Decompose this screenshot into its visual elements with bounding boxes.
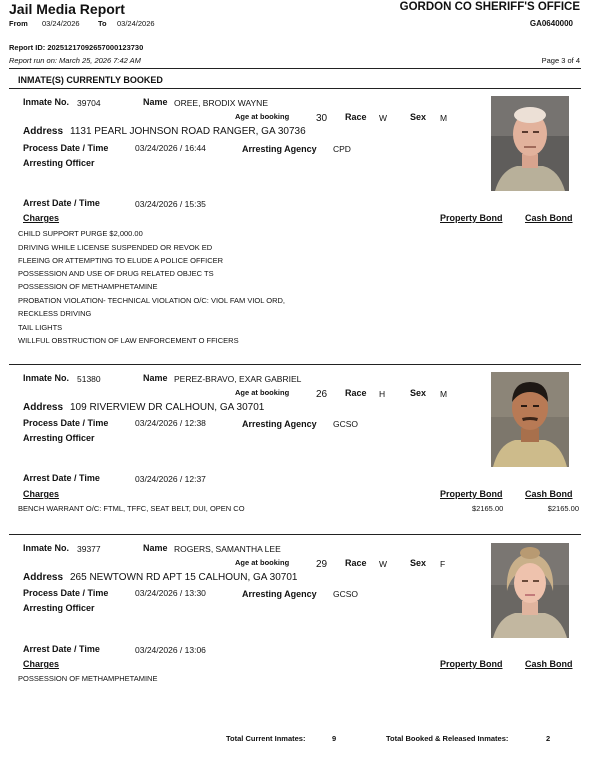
charge-item: PROBATION VIOLATION- TECHNICAL VIOLATION O/C: VIOL FAM VIOL ORD, bbox=[18, 296, 285, 305]
charge-item: POSSESSION AND USE OF DRUG RELATED OBJEC TS bbox=[18, 269, 214, 278]
age-label: Age at booking bbox=[235, 558, 290, 567]
process-date: 03/24/2026 / 13:30 bbox=[135, 588, 206, 598]
charge-item: DRIVING WHILE LICENSE SUSPENDED OR REVOK ED bbox=[18, 243, 213, 252]
inmate-race: H bbox=[379, 389, 386, 399]
mugshot-photo bbox=[491, 96, 569, 191]
race-label: Race bbox=[345, 558, 367, 568]
inmate-number: 39377 bbox=[77, 544, 101, 554]
arresting-agency: CPD bbox=[333, 144, 351, 154]
arresting-agency-label: Arresting Agency bbox=[242, 589, 317, 599]
arresting-officer-label: Arresting Officer bbox=[23, 433, 95, 443]
name-label: Name bbox=[143, 97, 168, 107]
section-divider bbox=[9, 88, 581, 89]
total-current-value: 9 bbox=[332, 734, 337, 743]
charge-item: CHILD SUPPORT PURGE $2,000.00 bbox=[18, 229, 143, 238]
process-date-label: Process Date / Time bbox=[23, 143, 109, 153]
inmate-name: OREE, BRODIX WAYNE bbox=[174, 98, 268, 108]
arrest-date: 03/24/2026 / 15:35 bbox=[135, 199, 206, 209]
address-label: Address bbox=[23, 572, 64, 583]
property-bond-label: Property Bond bbox=[440, 489, 503, 499]
total-released-value: 2 bbox=[546, 734, 551, 743]
arrest-date-label: Arrest Date / Time bbox=[23, 644, 100, 654]
inmate-address: 1131 PEARL JOHNSON ROAD RANGER, GA 30736 bbox=[70, 126, 306, 137]
cash-bond-label: Cash Bond bbox=[525, 659, 573, 669]
name-label: Name bbox=[143, 543, 168, 553]
mugshot-photo bbox=[491, 543, 569, 638]
report-id: Report ID: 20251217092657000123730 bbox=[9, 43, 144, 52]
arresting-officer-label: Arresting Officer bbox=[23, 158, 95, 168]
process-date-label: Process Date / Time bbox=[23, 588, 109, 598]
from-label: From bbox=[9, 19, 28, 28]
to-date: 03/24/2026 bbox=[117, 19, 155, 28]
arrest-date-label: Arrest Date / Time bbox=[23, 473, 100, 483]
total-current-label: Total Current Inmates: bbox=[226, 734, 306, 743]
charge-item: WILLFUL OBSTRUCTION OF LAW ENFORCEMENT O FFICERS bbox=[18, 336, 239, 345]
sex-label: Sex bbox=[410, 558, 427, 568]
inmate-sex: F bbox=[440, 559, 446, 569]
inmate-divider bbox=[9, 364, 581, 365]
header-divider bbox=[9, 68, 581, 69]
property-bond-label: Property Bond bbox=[440, 213, 503, 223]
inmate-no-label: Inmate No. bbox=[23, 373, 70, 383]
inmate-address: 109 RIVERVIEW DR CALHOUN, GA 30701 bbox=[70, 402, 265, 413]
inmate-race: W bbox=[379, 559, 388, 569]
arresting-officer-label: Arresting Officer bbox=[23, 603, 95, 613]
charge-item: BENCH WARRANT O/C: FTML, TFFC, SEAT BELT, DUI, OPEN CO bbox=[18, 504, 245, 513]
inmate-race: W bbox=[379, 113, 388, 123]
cash-bond-value: $2165.00 bbox=[547, 504, 579, 513]
age-label: Age at booking bbox=[235, 388, 290, 397]
process-date: 03/24/2026 / 12:38 bbox=[135, 418, 206, 428]
sex-label: Sex bbox=[410, 388, 427, 398]
section-heading: INMATE(S) CURRENTLY BOOKED bbox=[18, 75, 163, 85]
address-label: Address bbox=[23, 402, 64, 413]
charge-item: TAIL LIGHTS bbox=[18, 323, 63, 332]
arresting-agency-label: Arresting Agency bbox=[242, 144, 317, 154]
inmate-no-label: Inmate No. bbox=[23, 543, 70, 553]
total-released-label: Total Booked & Released Inmates: bbox=[386, 734, 509, 743]
report-title: Jail Media Report bbox=[9, 1, 125, 17]
inmate-age: 26 bbox=[316, 389, 328, 400]
arresting-agency: GCSO bbox=[333, 419, 359, 429]
to-label: To bbox=[98, 19, 107, 28]
address-label: Address bbox=[23, 126, 64, 137]
process-date-label: Process Date / Time bbox=[23, 418, 109, 428]
inmate-no-label: Inmate No. bbox=[23, 97, 70, 107]
inmate-age: 30 bbox=[316, 113, 328, 124]
inmate-address: 265 NEWTOWN RD APT 15 CALHOUN, GA 30701 bbox=[70, 572, 298, 583]
agency-code: GA0640000 bbox=[529, 19, 573, 28]
property-bond-label: Property Bond bbox=[440, 659, 503, 669]
inmate-number: 39704 bbox=[77, 98, 101, 108]
age-label: Age at booking bbox=[235, 112, 290, 121]
office-name: GORDON CO SHERIFF'S OFFICE bbox=[399, 1, 580, 13]
inmate-age: 29 bbox=[316, 559, 328, 570]
inmate-number: 51380 bbox=[77, 374, 101, 384]
cash-bond-label: Cash Bond bbox=[525, 489, 573, 499]
inmate-name: ROGERS, SAMANTHA LEE bbox=[174, 544, 281, 554]
arrest-date: 03/24/2026 / 13:06 bbox=[135, 645, 206, 655]
property-bond-value: $2165.00 bbox=[472, 504, 504, 513]
mugshot-photo bbox=[491, 372, 569, 467]
race-label: Race bbox=[345, 388, 367, 398]
cash-bond-label: Cash Bond bbox=[525, 213, 573, 223]
race-label: Race bbox=[345, 112, 367, 122]
arrest-date-label: Arrest Date / Time bbox=[23, 198, 100, 208]
charge-item: POSSESSION OF METHAMPHETAMINE bbox=[18, 674, 158, 683]
inmate-name: PEREZ-BRAVO, EXAR GABRIEL bbox=[174, 374, 302, 384]
inmate-sex: M bbox=[440, 113, 448, 123]
charges-label: Charges bbox=[23, 213, 60, 223]
charge-item: FLEEING OR ATTEMPTING TO ELUDE A POLICE OFFICER bbox=[18, 256, 224, 265]
inmate-sex: M bbox=[440, 389, 448, 399]
inmate-divider bbox=[9, 534, 581, 535]
arresting-agency-label: Arresting Agency bbox=[242, 419, 317, 429]
arresting-agency: GCSO bbox=[333, 589, 359, 599]
arrest-date: 03/24/2026 / 12:37 bbox=[135, 474, 206, 484]
charges-label: Charges bbox=[23, 659, 60, 669]
process-date: 03/24/2026 / 16:44 bbox=[135, 143, 206, 153]
name-label: Name bbox=[143, 373, 168, 383]
from-date: 03/24/2026 bbox=[42, 19, 80, 28]
charges-label: Charges bbox=[23, 489, 60, 499]
charge-item: POSSESSION OF METHAMPHETAMINE bbox=[18, 282, 158, 291]
sex-label: Sex bbox=[410, 112, 427, 122]
page-number: Page 3 of 4 bbox=[541, 56, 580, 65]
charge-item: RECKLESS DRIVING bbox=[18, 309, 92, 318]
report-run-on: Report run on: March 25, 2026 7:42 AM bbox=[9, 56, 141, 65]
